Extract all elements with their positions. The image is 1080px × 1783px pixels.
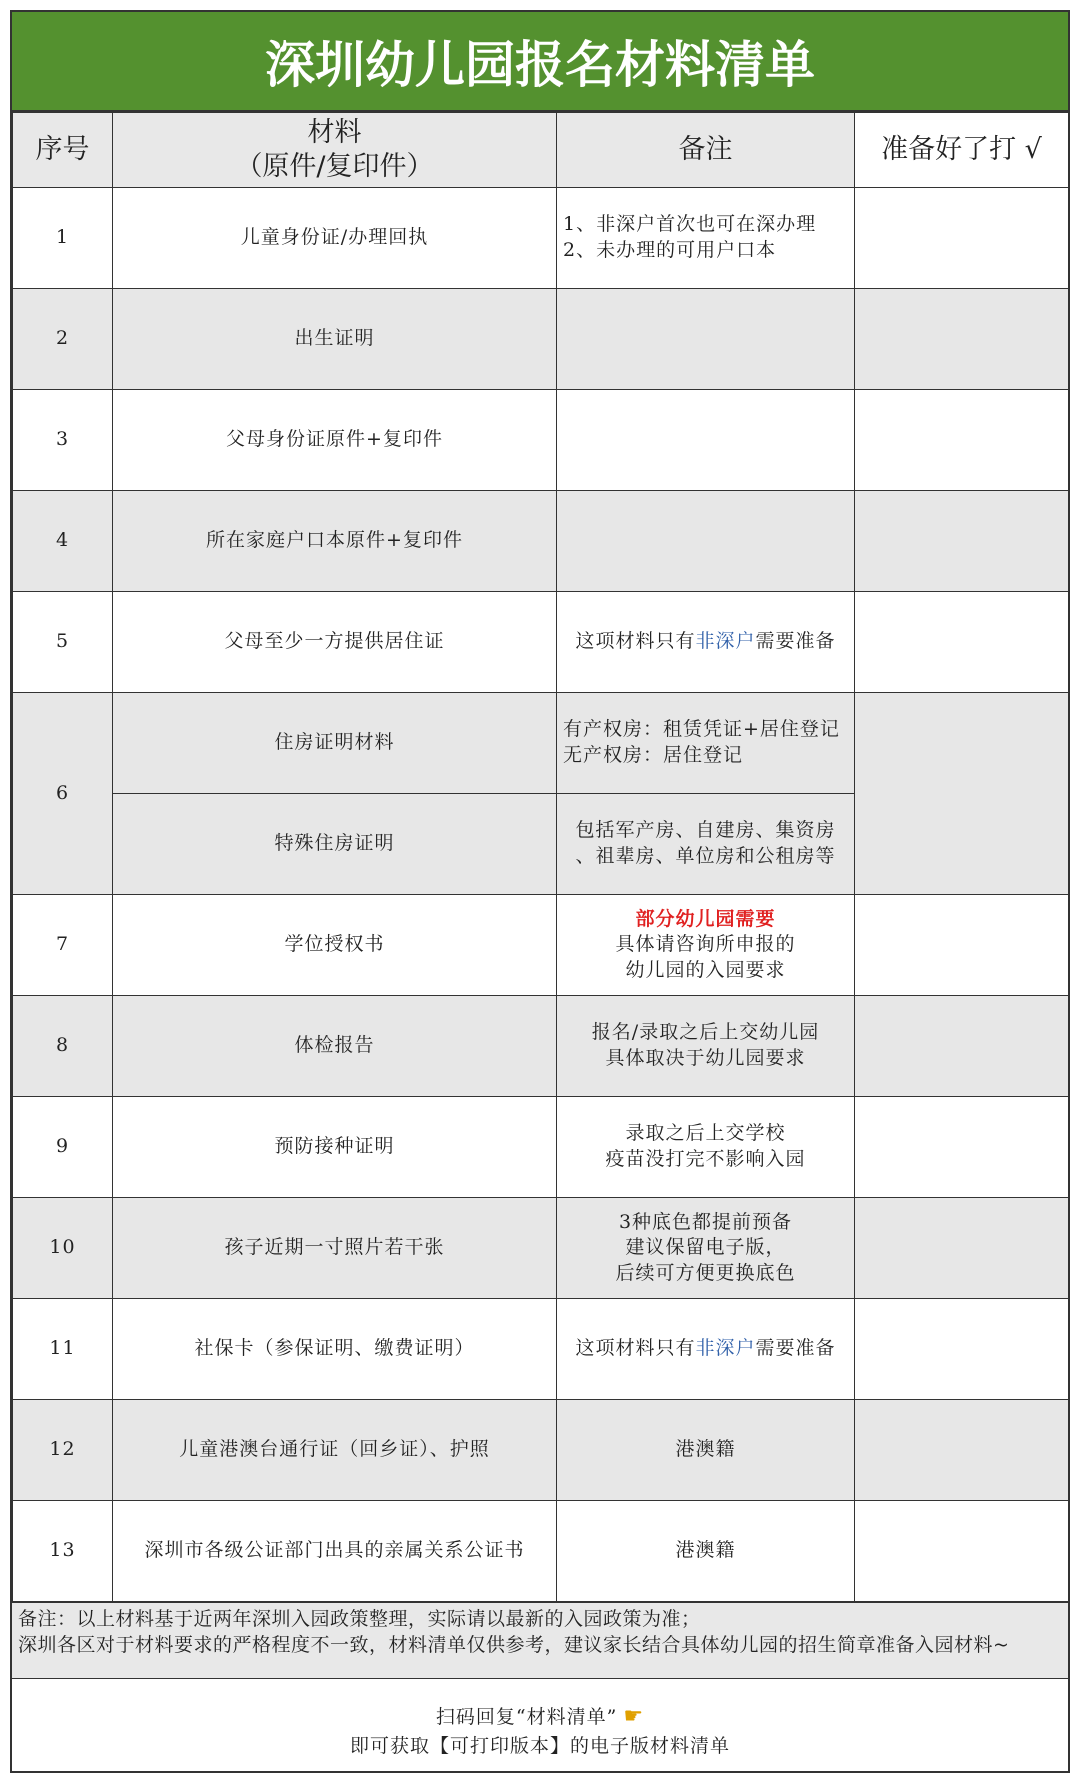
row-note: 这项材料只有非深户需要准备 — [557, 592, 855, 693]
header-check: 准备好了打 √ — [855, 113, 1069, 188]
row-material: 儿童身份证/办理回执 — [113, 188, 557, 289]
check-cell[interactable] — [855, 693, 1069, 895]
row-material: 特殊住房证明 — [113, 794, 557, 895]
row-material: 深圳市各级公证部门出具的亲属关系公证书 — [113, 1501, 557, 1602]
header-material — [113, 113, 557, 188]
materials-table — [12, 112, 1069, 1602]
table-row — [13, 1400, 1069, 1501]
row-no: 7 — [13, 895, 113, 996]
highlight-text: 非深户 — [695, 630, 756, 653]
row-material: 父母至少一方提供居住证 — [113, 592, 557, 693]
row-material: 出生证明 — [113, 289, 557, 390]
check-cell[interactable] — [855, 1097, 1069, 1198]
row-note — [557, 390, 855, 491]
row-note: 部分幼儿园需要 具体请咨询所申报的 幼儿园的入园要求 — [557, 895, 855, 996]
row-material: 孩子近期一寸照片若干张 — [113, 1198, 557, 1299]
row-no: 5 — [13, 592, 113, 693]
table-row — [13, 996, 1069, 1097]
row-material: 预防接种证明 — [113, 1097, 557, 1198]
page-title: 深圳幼儿园报名材料清单 — [12, 12, 1068, 112]
check-cell[interactable] — [855, 1299, 1069, 1400]
row-no: 8 — [13, 996, 113, 1097]
row-note: 3种底色都提前预备 建议保留电子版， 后续可方便更换底色 — [557, 1198, 855, 1299]
check-cell[interactable] — [855, 289, 1069, 390]
header-material-line2: （原件/复印件） — [235, 151, 434, 182]
check-cell[interactable] — [855, 895, 1069, 996]
table-row — [13, 592, 1069, 693]
row-material: 体检报告 — [113, 996, 557, 1097]
row-no: 10 — [13, 1198, 113, 1299]
row-material: 父母身份证原件+复印件 — [113, 390, 557, 491]
row-no: 1 — [13, 188, 113, 289]
row-note: 港澳籍 — [557, 1501, 855, 1602]
row-no: 3 — [13, 390, 113, 491]
row-note: 有产权房：租赁凭证+居住登记 无产权房：居住登记 — [557, 693, 855, 794]
row-note: 报名/录取之后上交幼儿园 具体取决于幼儿园要求 — [557, 996, 855, 1097]
footer-qr-text: 扫码回复“材料清单” ☛ 即可获取【可打印版本】的电子版材料清单 — [12, 1678, 1068, 1783]
row-material: 社保卡（参保证明、缴费证明） — [113, 1299, 557, 1400]
row-material: 学位授权书 — [113, 895, 557, 996]
row-no: 11 — [13, 1299, 113, 1400]
check-cell[interactable] — [855, 1501, 1069, 1602]
row-note: 这项材料只有非深户需要准备 — [557, 1299, 855, 1400]
row-note: 港澳籍 — [557, 1400, 855, 1501]
row-no: 6 — [13, 693, 113, 895]
row-no: 2 — [13, 289, 113, 390]
check-cell[interactable] — [855, 491, 1069, 592]
table-row — [13, 289, 1069, 390]
table-row — [13, 1299, 1069, 1400]
header-row — [13, 113, 1069, 188]
check-cell[interactable] — [855, 390, 1069, 491]
row-note — [557, 289, 855, 390]
header-no: 序号 — [13, 113, 113, 188]
row-note — [557, 491, 855, 592]
table-row — [13, 1097, 1069, 1198]
highlight-text: 部分幼儿园需要 — [635, 907, 776, 930]
row-note: 1、非深户首次也可在深办理 2、未办理的可用户口本 — [557, 188, 855, 289]
footer-note: 备注：以上材料基于近两年深圳入园政策整理，实际请以最新的入园政策为准； 深圳各区对于材料要求的严格程度不一致，材料清单仅供参考，建议家长结合具体幼儿园的招生简章准备入园材料~ — [12, 1602, 1068, 1678]
check-cell[interactable] — [855, 1400, 1069, 1501]
row-no: 9 — [13, 1097, 113, 1198]
check-cell[interactable] — [855, 188, 1069, 289]
table-row — [13, 895, 1069, 996]
row-no: 13 — [13, 1501, 113, 1602]
checklist-sheet — [10, 10, 1070, 1773]
check-cell[interactable] — [855, 592, 1069, 693]
table-row — [13, 693, 1069, 794]
pointing-hand-icon: ☛ — [623, 1704, 645, 1730]
check-cell[interactable] — [855, 996, 1069, 1097]
header-material-line1: 材料 — [307, 117, 362, 149]
row-no: 4 — [13, 491, 113, 592]
table-row — [13, 1198, 1069, 1299]
row-no: 12 — [13, 1400, 113, 1501]
highlight-text: 非深户 — [695, 1337, 756, 1360]
table-row — [13, 1501, 1069, 1602]
row-material: 所在家庭户口本原件+复印件 — [113, 491, 557, 592]
header-note: 备注 — [557, 113, 855, 188]
row-note: 录取之后上交学校 疫苗没打完不影响入园 — [557, 1097, 855, 1198]
table-row — [13, 188, 1069, 289]
row-note: 包括军产房、自建房、集资房 、祖辈房、单位房和公租房等 — [557, 794, 855, 895]
check-cell[interactable] — [855, 1198, 1069, 1299]
row-material: 儿童港澳台通行证（回乡证）、护照 — [113, 1400, 557, 1501]
table-row — [13, 390, 1069, 491]
row-material: 住房证明材料 — [113, 693, 557, 794]
table-row — [13, 491, 1069, 592]
